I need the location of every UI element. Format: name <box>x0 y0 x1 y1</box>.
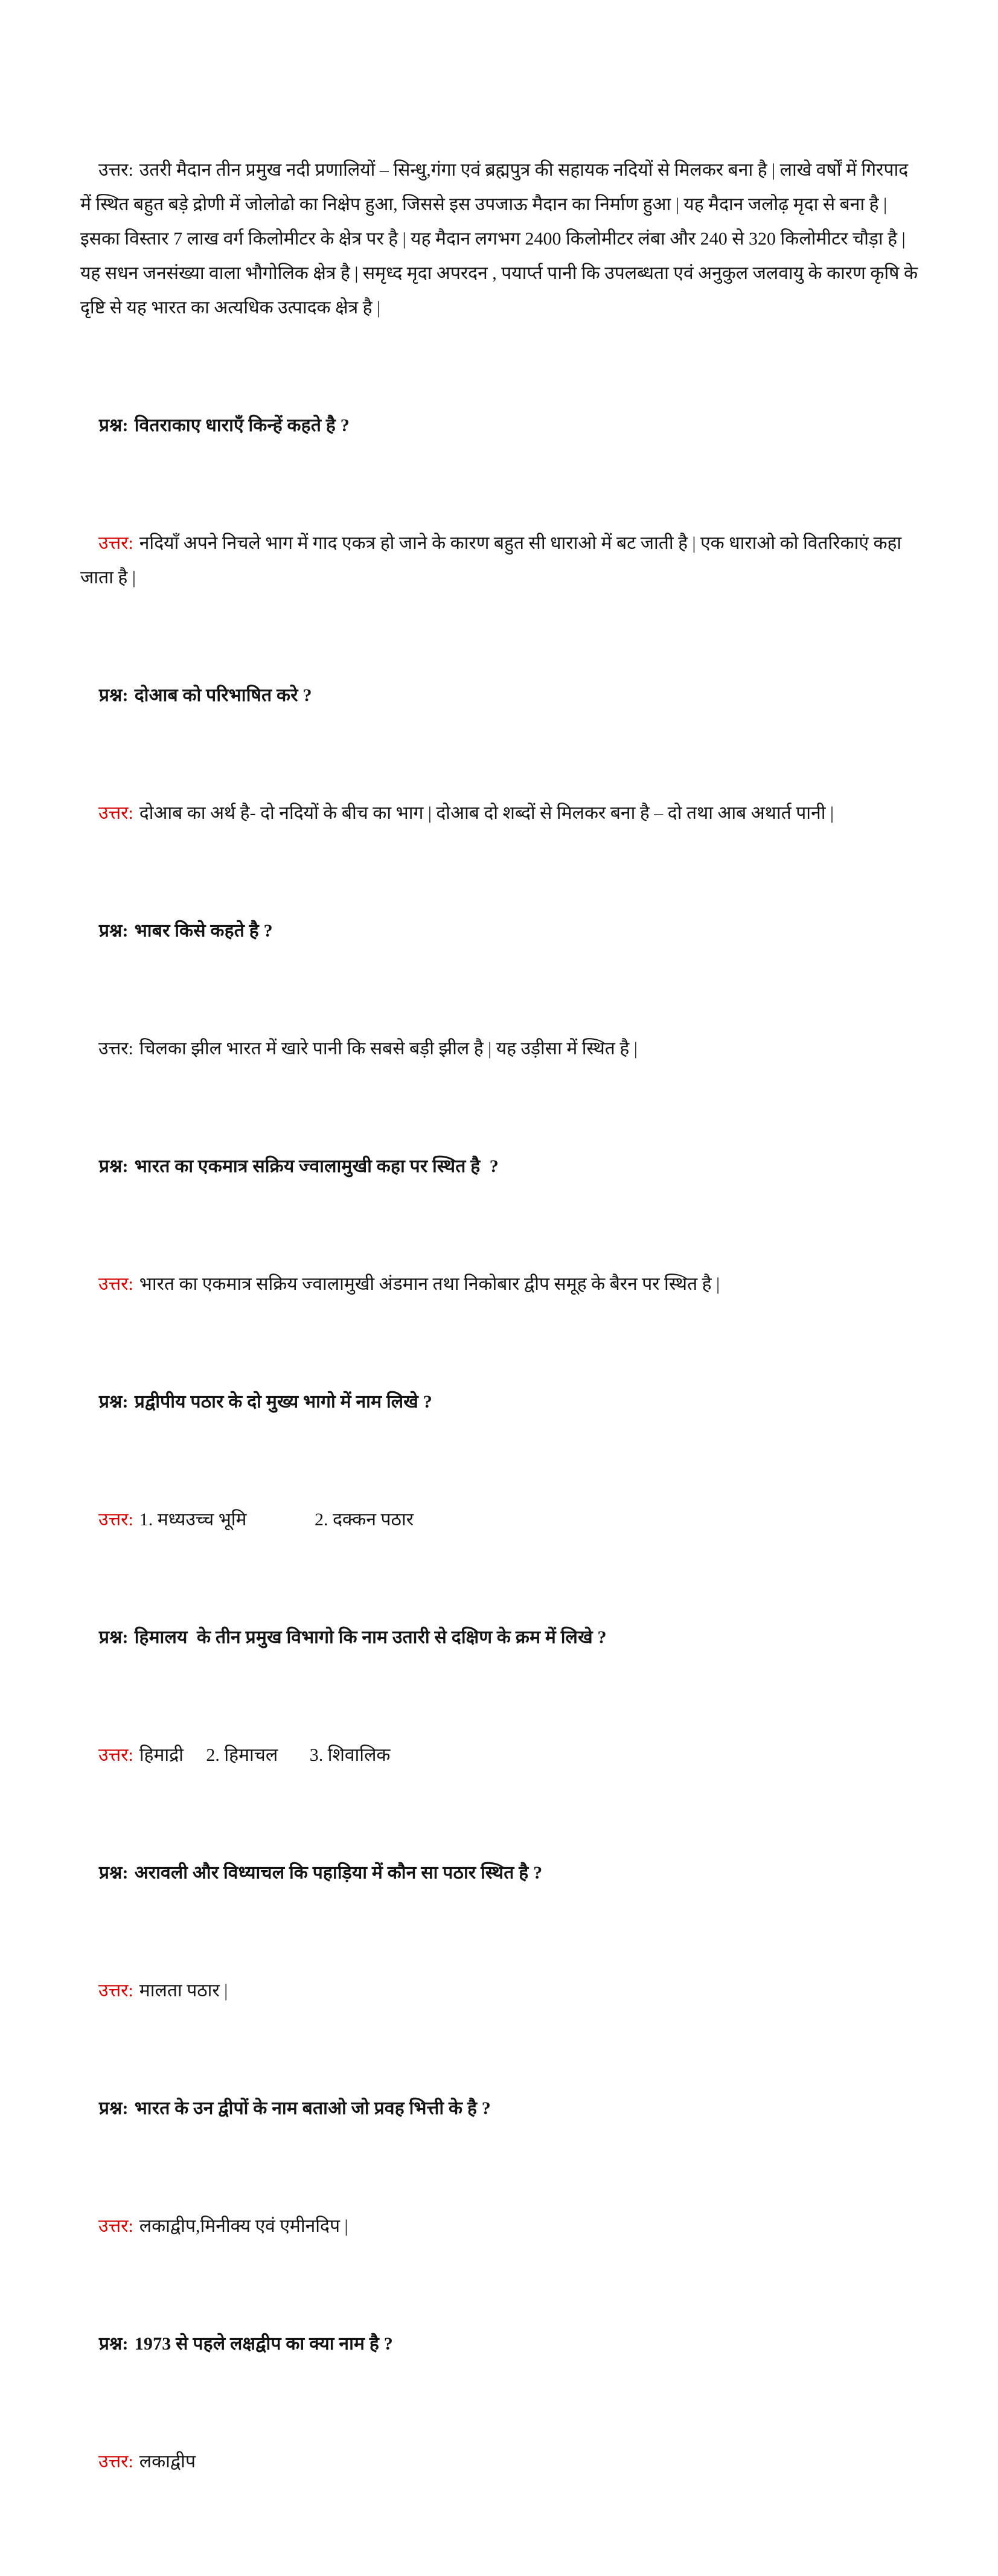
answer-paragraph <box>80 2410 919 2513</box>
question-label: प्रश्न: <box>98 685 129 705</box>
answer-text: नदियाँ अपने निचले भाग में गाद एकत्र हो जाने के कारण बहुत सी धाराओ में बट जाती है | एक धाराओ को वितरिकाएं कहा जाता है | <box>80 533 906 588</box>
answer-label: उत्तर: <box>98 1981 133 2001</box>
question-text: भारत के उन द्वीपों के नाम बताओ जो प्रवह भित्ती के है ? <box>134 2098 491 2118</box>
answer-text: लकाद्वीप <box>139 2452 196 2472</box>
answer-paragraph <box>80 1232 919 1336</box>
answer-text: लकाद्वीप,मिनीक्य एवं एमीनदिप | <box>139 2216 348 2236</box>
question-heading <box>80 1821 919 1924</box>
question-text: वितराकाए धाराएँ किन्हें कहते है ? <box>134 415 350 435</box>
question-heading <box>80 2292 919 2395</box>
question-text: 1973 से पहले लक्षद्वीप का क्या नाम है ? <box>134 2334 393 2354</box>
answer-label: उत्तर: <box>98 1039 133 1059</box>
answer-paragraph <box>80 1703 919 1807</box>
answer-paragraph <box>80 1468 919 1571</box>
question-text: दोआब को परिभाषित करे ? <box>134 685 312 705</box>
question-label: प्रश्न: <box>98 415 129 435</box>
answer-text: हिमाद्री 2. हिमाचल 3. शिवालिक <box>139 1745 391 1765</box>
answer-label: उत्तर: <box>98 1274 133 1294</box>
answer-text: मालता पठार | <box>139 1981 228 2001</box>
question-heading <box>80 644 919 747</box>
answer-text: उतरी मैदान तीन प्रमुख नदी प्रणालियों – सिन्धु,गंगा एवं ब्रह्मपुत्र की सहायक नदियों से मिलकर बना है | लाखे वर्षों में गिरपाद में स्थित बहुत बड़े द्रोणी में जोलोढो का निक्षेप हुआ, जिससे इस उपजाऊ मैदान का निर्माण हुआ | यह मैदान जलोढ़ मृदा से बना है | इसका विस्तार 7 लाख वर्ग किलोमीटर के क्षेत्र पर है | यह मैदान लगभग 2400 किलोमीटर लंबा और 240 से 320 किलोमीटर चौड़ा है | यह सधन जनसंख्या वाला भौगोलिक क्षेत्र है | समृध्द मृदा अपरदन , पयार्प्त पानी कि उपलब्धता एवं अनुकुल जलवायु के कारण कृषि के दृष्टि से यह भारत का अत्यधिक उत्पादक क्षेत्र है | <box>80 160 923 318</box>
question-text: भारत का एकमात्र सक्रिय ज्वालामुखी कहा पर स्थित है ? <box>134 1156 499 1176</box>
question-heading <box>80 1586 919 1689</box>
answer-paragraph <box>80 492 919 629</box>
answer-paragraph <box>80 118 923 359</box>
answer-label: उत्तर: <box>98 803 133 823</box>
answer-paragraph <box>80 997 919 1100</box>
question-heading <box>80 1115 919 1218</box>
answer-label: उत्तर: <box>98 533 133 553</box>
question-heading <box>80 374 919 477</box>
answer-label: उत्तर: <box>98 2452 133 2472</box>
answer-label: उत्तर: <box>98 1745 133 1765</box>
answer-text: 1. मध्यउच्च भूमि 2. दक्कन पठार <box>139 1510 414 1530</box>
answer-text: भारत का एकमात्र सक्रिय ज्वालामुखी अंडमान तथा निकोबार द्वीप समूह के बैरन पर स्थित है | <box>139 1274 720 1294</box>
question-label: प्रश्न: <box>98 1863 129 1883</box>
answer-label: उत्तर: <box>98 1510 133 1530</box>
question-heading <box>80 879 919 982</box>
question-label: प्रश्न: <box>98 2334 129 2354</box>
question-label: प्रश्न: <box>98 1392 129 1412</box>
question-label: प्रश्न: <box>98 921 129 941</box>
answer-text: चिलका झील भारत में खारे पानी कि सबसे बड़ी झील है | यह उड़ीसा में स्थित है | <box>139 1039 638 1059</box>
question-label: प्रश्न: <box>98 1627 129 1647</box>
answer-paragraph <box>80 1939 919 2042</box>
answer-text: दोआब का अर्थ है- दो नदियों के बीच का भाग | दोआब दो शब्दों से मिलकर बना है – दो तथा आब अथार्त पानी | <box>139 803 834 823</box>
question-heading <box>80 2057 919 2160</box>
question-heading <box>80 1350 919 1453</box>
question-text: भाबर किसे कहते है ? <box>134 921 273 941</box>
question-text: हिमालय के तीन प्रमुख विभागो कि नाम उतारी से दक्षिण के क्रम में लिखे ? <box>134 1627 607 1647</box>
answer-paragraph <box>80 761 919 865</box>
question-label: प्रश्न: <box>98 1156 129 1176</box>
answer-paragraph <box>80 2174 919 2278</box>
question-text: प्रद्वीपीय पठार के दो मुख्य भागो में नाम लिखे ? <box>134 1392 432 1412</box>
question-label: प्रश्न: <box>98 2098 129 2118</box>
question-text: अरावली और विध्याचल कि पहाड़िया में कौन सा पठार स्थित है ? <box>134 1863 543 1883</box>
answer-label: उत्तर: <box>98 2216 133 2236</box>
answer-label: उत्तर: <box>98 160 133 180</box>
